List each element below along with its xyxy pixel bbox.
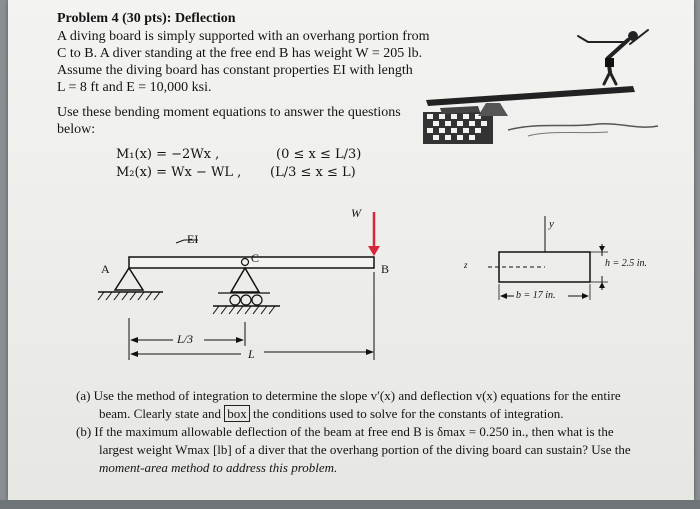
description-line-3: Assume the diving board has constant properties EI with length: [57, 63, 413, 78]
worksheet-page: [8, 0, 694, 500]
point-c-label: C: [251, 251, 260, 265]
description-line-1: A diving board is simply supported with an overhang portion from: [57, 29, 430, 44]
problem-title: Problem 4 (30 pts): Deflection: [57, 11, 236, 26]
boxed-word: box: [224, 405, 250, 422]
equation-m1: M₁(x) = −2Wx ,: [116, 147, 220, 162]
question-b-line-1: (b) If the maximum allowable deflection of the beam at free end B is δmax = 0.250 in., then what is the: [76, 424, 614, 439]
question-a-line-2: beam. Clearly state and box the conditions used to solve for the constants of integration.: [99, 406, 564, 421]
pin-c: [242, 259, 249, 266]
point-b-label: B: [381, 262, 390, 276]
cross-section-diagram: [488, 216, 608, 300]
water-line: [508, 124, 658, 130]
ei-label: EI: [187, 232, 199, 246]
roller-support-c: [231, 268, 259, 292]
diver-illustration: [423, 30, 658, 144]
description-line-2: C to B. A diver standing at the free end B has weight W = 205 lb.: [57, 46, 423, 61]
height-label: h = 2.5 in.: [605, 258, 648, 269]
width-label: b = 17 in.: [516, 290, 556, 301]
fulcrum-drawing: [478, 103, 508, 116]
diving-board-drawing: [426, 86, 635, 106]
dim-l-label: L: [248, 347, 255, 361]
dim-l3-label: L/3: [177, 332, 194, 346]
question-a-line-1: (a) Use the method of integration to determine the slope v′(x) and deflection v(x) equations for the entire: [76, 388, 621, 403]
description-line-4: L = 8 ft and E = 10,000 ksi.: [57, 80, 212, 95]
pin-support-a: [115, 268, 143, 290]
instruction-line-2: below:: [57, 122, 96, 137]
z-axis-label: z: [464, 260, 468, 270]
point-a-label: A: [101, 262, 110, 276]
load-label: W: [351, 206, 361, 220]
question-b-line-2: largest weight Wmax [lb] of a diver that the overhang portion of the diving board can sustain? Use the: [99, 442, 631, 457]
instruction-line-1: Use these bending moment equations to answer the questions: [57, 105, 401, 120]
desk-edge: [0, 500, 700, 509]
ground-hatch-a: [98, 292, 160, 300]
equation-m2: M₂(x) = Wx − WL ,: [116, 165, 242, 180]
equation-m2-range: (L/3 ≤ x ≤ L): [270, 165, 356, 180]
ground-hatch-c: [213, 306, 275, 314]
y-axis-label: y: [549, 218, 554, 230]
beam-diagram: [98, 212, 380, 360]
load-arrow-head: [368, 246, 380, 256]
question-b-line-3: moment-area method to address this problem.: [99, 460, 338, 475]
equation-m1-range: (0 ≤ x ≤ L/3): [276, 147, 362, 162]
